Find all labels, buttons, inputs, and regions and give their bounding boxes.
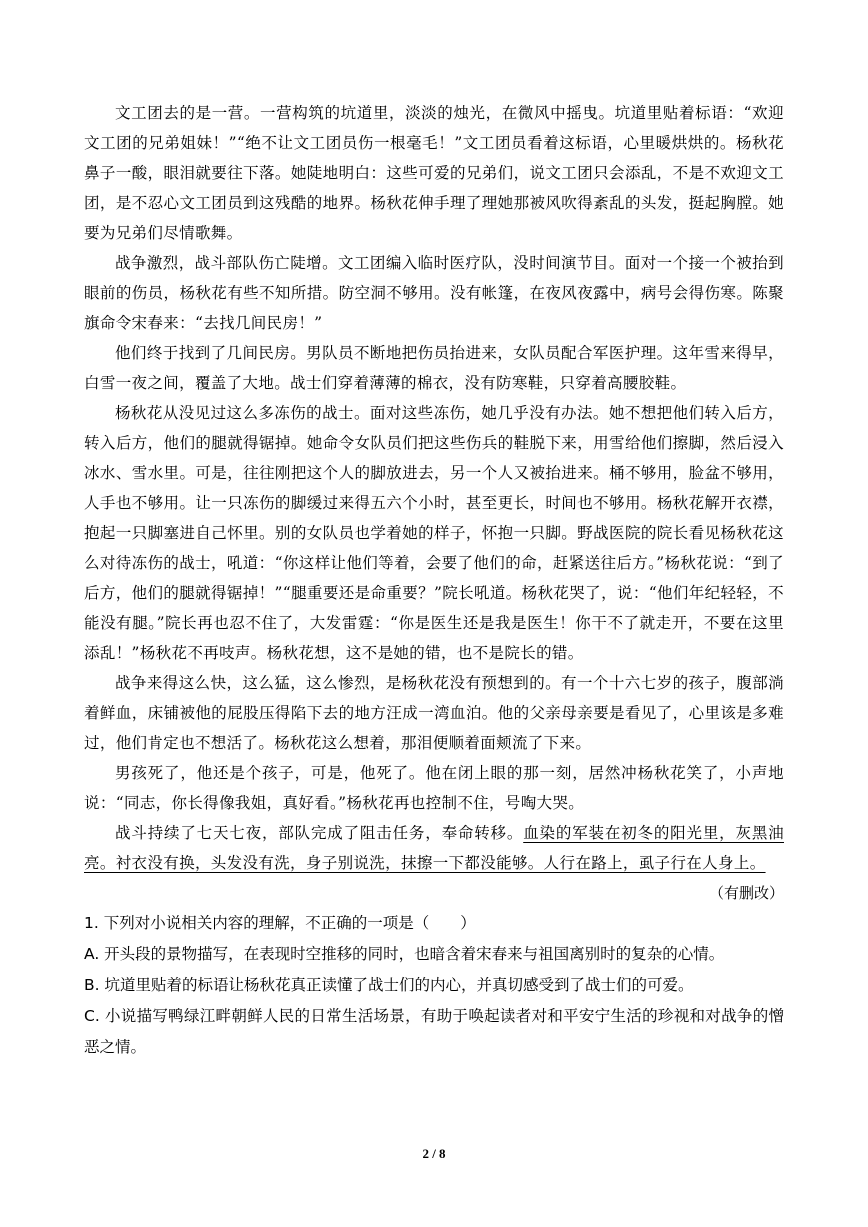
paragraph-last	[84, 818, 784, 878]
paragraph-last-start: 战斗持续了七天七夜，部队完成了阻击任务，奉命转移。	[115, 824, 524, 842]
option-b: B. 坑道里贴着的标语让杨秋花真正读懂了战士们的内心，并真切感受到了战士们的可爱。	[84, 976, 694, 994]
underlined-passage: 血染的军装在初冬的阳光里，灰黑油亮。衬衣没有换，头发没有洗，身子别说洗，抹擦一下都没能够。人行在路上，虱子行在人身上。	[84, 824, 784, 872]
question-stem: 1. 下列对小说相关内容的理解，不正确的一项是（ ）	[84, 914, 476, 932]
edit-note: （有删改）	[708, 884, 784, 902]
paragraph: 战争激烈，战斗部队伤亡陡增。文工团编入临时医疗队，没时间演节目。面对一个接一个被抬到眼前的伤员，杨秋花有些不知所措。防空洞不够用。没有帐篷，在夜风夜露中，病号会得伤寒。陈聚旗命令宋春来：“去找几间民房！”	[84, 254, 784, 332]
paragraph: 杨秋花从没见过这么多冻伤的战士。面对这些冻伤，她几乎没有办法。她不想把他们转入后方，转入后方，他们的腿就得锯掉。她命令女队员们把这些伤兵的鞋脱下来，用雪给他们擦脚，然后浸入冰水、雪水里。可是，往往刚把这个人的脚放进去，另一个人又被抬进来。桶不够用，脸盆不够用，人手也不够用。让一只冻伤的脚缓过来得五六个小时，甚至更长，时间也不够用。杨秋花解开衣襟，抱起一只脚塞进自己怀里。别的女队员也学着她的样子，怀抱一只脚。野战医院的院长看见杨秋花这么对待冻伤的战士，吼道：“你这样让他们等着，会要了他们的命，赶紧送往后方。”杨秋花说：“到了后方，他们的腿就得锯掉！”“腿重要还是命重要？”院长吼道。杨秋花哭了，说：“他们年纪轻轻，不能没有腿。”院长再也忍不住了，大发雷霆：“你是医生还是我是医生！你干不了就走开，不要在这里添乱！”杨秋花不再吱声。杨秋花想，这不是她的错，也不是院长的错。	[84, 404, 784, 662]
paragraph: 他们终于找到了几间民房。男队员不断地把伤员抬进来，女队员配合军医护理。这年雪来得早，白雪一夜之间，覆盖了大地。战士们穿着薄薄的棉衣，没有防寒鞋，只穿着高腰胶鞋。	[84, 344, 784, 392]
page-number: 2 / 8	[422, 1146, 446, 1161]
option-a: A. 开头段的景物描写，在表现时空推移的同时，也暗含着宋春来与祖国离别时的复杂的心情。	[84, 945, 725, 963]
paragraph: 战争来得这么快，这么猛，这么惨烈，是杨秋花没有预想到的。有一个十六七岁的孩子，腹部淌着鲜血，床铺被他的屁股压得陷下去的地方汪成一湾血泊。他的父亲母亲要是看见了，心里该是多难过，他们肯定也不想活了。杨秋花这么想着，那泪便顺着面颊流了下来。	[84, 674, 784, 752]
question-block	[84, 908, 784, 1063]
paragraph: 文工团去的是一营。一营构筑的坑道里，淡淡的烛光，在微风中摇曳。坑道里贴着标语：“欢迎文工团的兄弟姐妹！”“绝不让文工团员伤一根毫毛！”文工团员看着这标语，心里暖烘烘的。杨秋花鼻子一酸，眼泪就要往下落。她陡地明白：这些可爱的兄弟们，说文工团只会添乱，不是不欢迎文工团，是不忍心文工团员到这残酷的地界。杨秋花伸手理了理她那被风吹得紊乱的头发，挺起胸膛。她要为兄弟们尽情歌舞。	[84, 104, 784, 242]
story-text	[84, 98, 784, 878]
paragraph: 男孩死了，他还是个孩子，可是，他死了。他在闭上眼的那一刻，居然冲杨秋花笑了，小声地说：“同志，你长得像我姐，真好看。”杨秋花再也控制不住，号啕大哭。	[84, 764, 784, 812]
option-c: C. 小说描写鸭绿江畔朝鲜人民的日常生活场景，有助于唤起读者对和平安宁生活的珍视和对战争的憎恶之情。	[84, 1007, 784, 1056]
